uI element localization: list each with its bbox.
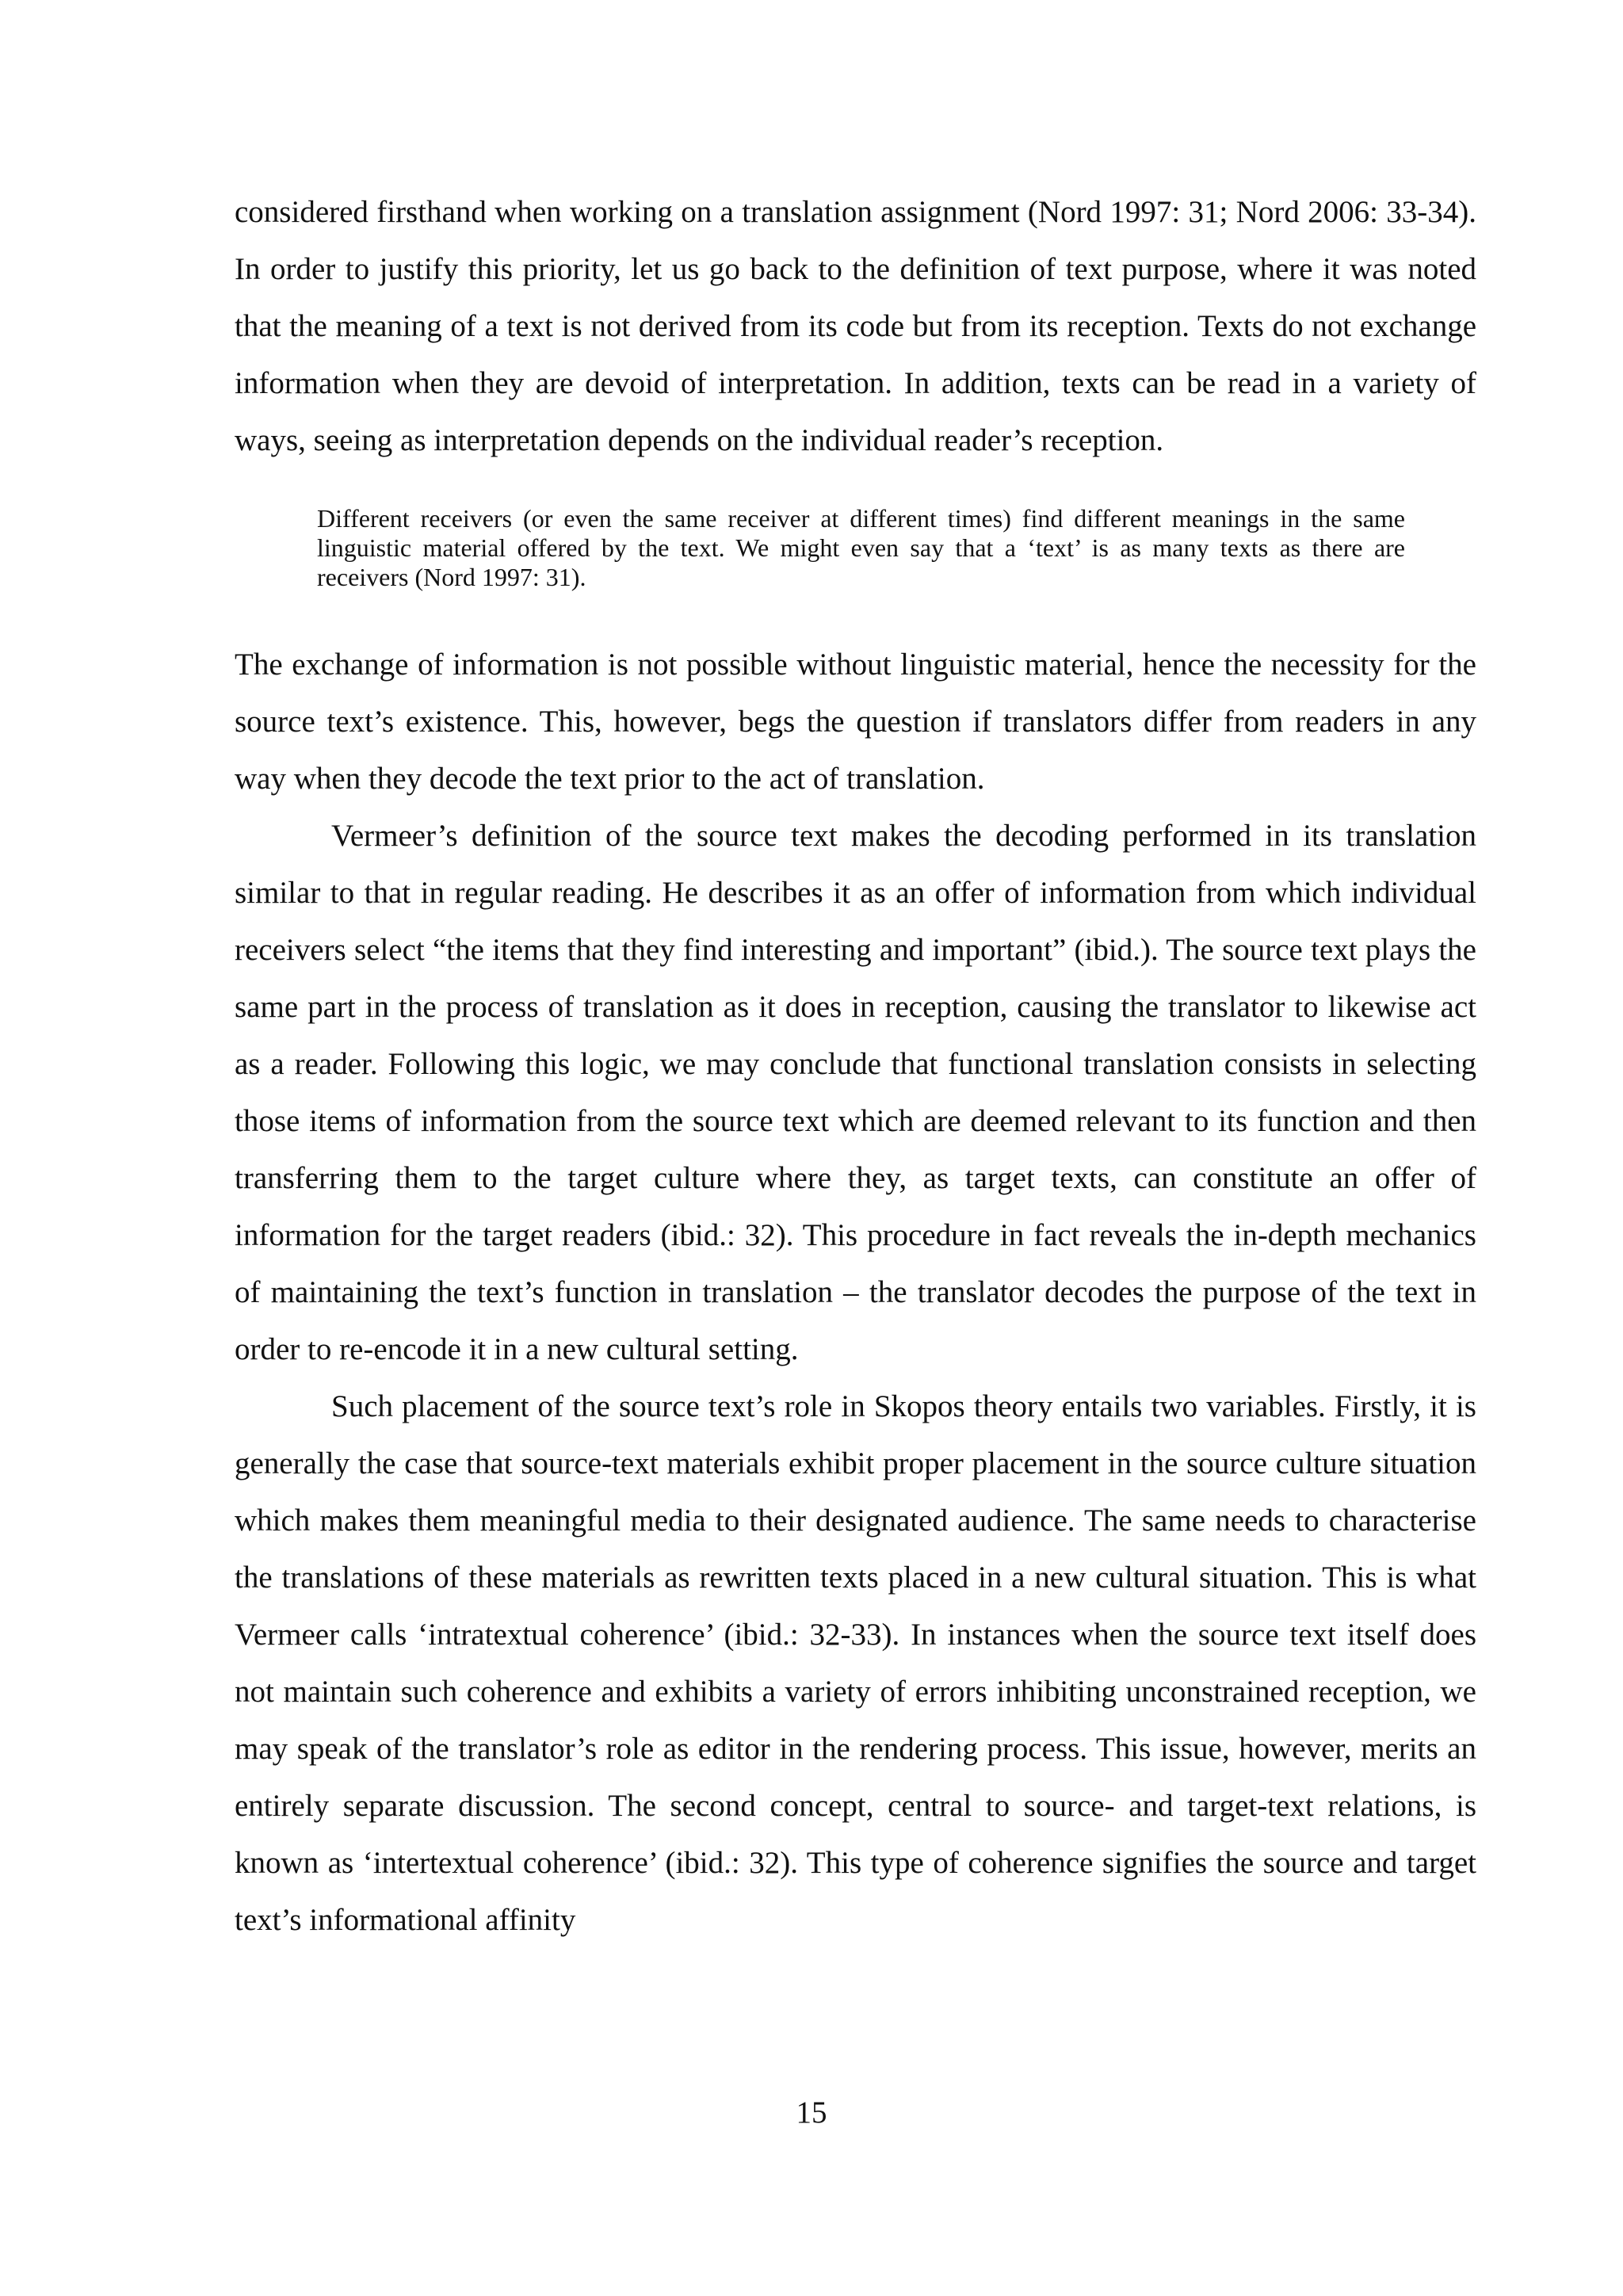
body-text xyxy=(235,184,1476,1949)
paragraph-exchange-of-information: The exchange of information is not possible without linguistic material, hence the necessity for the source text’s existence. This, however, begs the question if translators differ from readers in any way when they decode the text prior to the act of translation. xyxy=(235,648,1476,796)
page-number: 15 xyxy=(796,2095,827,2130)
block-quote: Different receivers (or even the same receiver at different times) find different meanings in the same linguistic material offered by the text. We might even say that a ‘text’ is as many texts as there are receivers (Nord 1997: 31). xyxy=(317,504,1405,591)
paragraph-continuation: considered firsthand when working on a translation assignment (Nord 1997: 31; Nord 2006: 33-34). In order to justify this priority, let us go back to the definition of text purpose, where it was noted that the meaning of a text is not derived from its code but from its reception. Texts do not exchange information when they are devoid of interpretation. In addition, texts can be read in a variety of ways, seeing as interpretation depends on the individual reader’s reception. xyxy=(235,195,1476,457)
paragraph-vermeer-definition: Vermeer’s definition of the source text makes the decoding performed in its translation similar to that in regular reading. He describes it as an offer of information from which individual receivers select “the items that they find interesting and important” (ibid.). The source text plays the same part in the process of translation as it does in reception, causing the translator to likewise act as a reader. Following this logic, we may conclude that functional translation consists in selecting those items of information from the source text which are deemed relevant to its function and then transferring them to the target culture where they, as target texts, can constitute an offer of information for the target readers (ibid.: 32). This procedure in fact reveals the in-depth mechanics of maintaining the text’s function in translation – the translator decodes the purpose of the text in order to re-encode it in a new cultural setting. xyxy=(235,819,1476,1366)
paragraph-source-text-placement: Such placement of the source text’s role in Skopos theory entails two variables. Firstly, it is generally the case that source-text materials exhibit proper placement in the source culture situation which makes them meaningful media to their designated audience. The same needs to characterise the translations of these materials as rewritten texts placed in a new cultural situation. This is what Vermeer calls ‘intratextual coherence’ (ibid.: 32-33). In instances when the source text itself does not maintain such coherence and exhibits a variety of errors inhibiting unconstrained reception, we may speak of the translator’s role as editor in the rendering process. This issue, however, merits an entirely separate discussion. The second concept, central to source- and target-text relations, is known as ‘intertextual coherence’ (ibid.: 32). This type of coherence signifies the source and target text’s informational affinity xyxy=(235,1389,1476,1937)
